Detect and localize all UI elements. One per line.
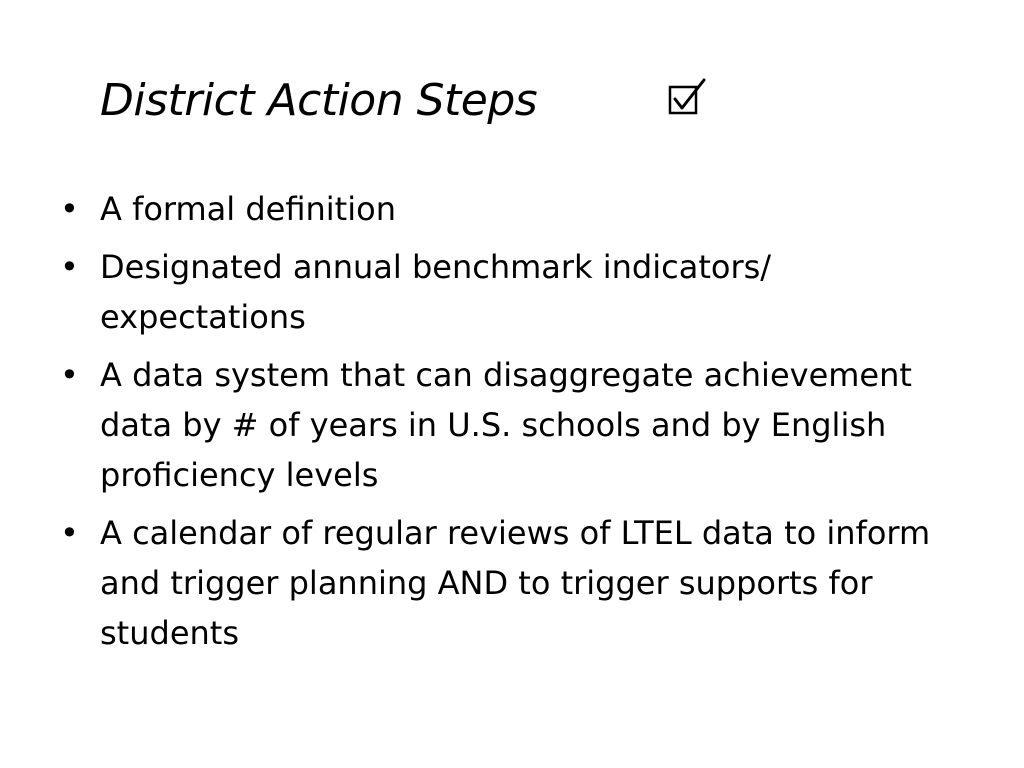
checkbox-checked-icon [667,77,707,117]
list-item [58,242,978,342]
bullet-marker: • [60,190,79,228]
slide-title: District Action Steps [100,75,538,126]
bullet-text: A formal definition [100,190,396,228]
bullet-marker: • [60,248,79,286]
bullet-marker: • [60,514,79,552]
list-item [58,350,978,500]
bullet-marker: • [60,356,79,394]
bullet-text: A calendar of regular reviews of LTEL data to inform and trigger planning AND to trigger supports for students [100,514,931,652]
list-item [58,184,978,234]
title-row [100,66,707,136]
bullet-text: Designated annual benchmark indicators/ expectations [100,248,772,336]
list-item [58,508,978,658]
bullet-list [58,184,978,666]
bullet-text: A data system that can disaggregate achievement data by # of years in U.S. schools and by English proficiency levels [100,356,912,494]
